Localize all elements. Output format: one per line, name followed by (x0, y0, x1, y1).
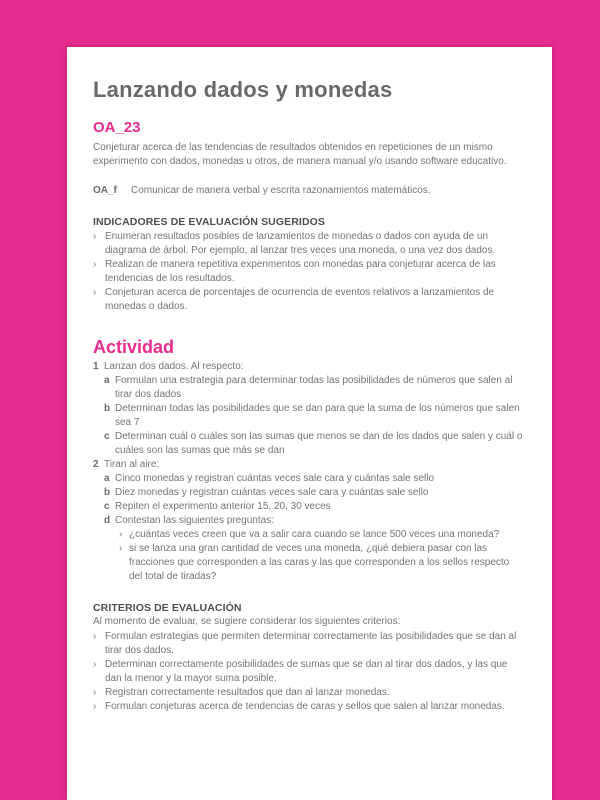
activity-row (93, 430, 523, 458)
activity-item-text: Lanzan dos dados. Al respecto: (104, 361, 244, 372)
bullet-marker: › (119, 543, 123, 554)
activity-row (93, 528, 523, 542)
indicators-heading: INDICADORES DE EVALUACIÓN SUGERIDOS (93, 216, 325, 228)
list-item-text: Determinan correctamente posibilidades de sumas que se dan al tirar dos dados, y las que dan la menor y la mayor suma posible. (105, 659, 508, 684)
oa-f-row (93, 184, 523, 198)
activity-item-text: Cinco monedas y registran cuántas veces sale cara y cuántas sale sello (115, 473, 435, 484)
activity-item-text: Tiran al aire: (104, 459, 160, 470)
list-item (93, 230, 523, 258)
activity-item-text: Contestan las siguientes preguntas: (115, 515, 274, 526)
activity-row (93, 374, 523, 402)
bullet-marker: › (93, 287, 97, 298)
activity-heading: Actividad (93, 337, 175, 357)
activity-item-text: Diez monedas y registran cuántas veces sale cara y cuántas sale sello (115, 487, 429, 498)
activity-row (93, 514, 523, 528)
list-item (93, 658, 523, 686)
list-item (93, 258, 523, 286)
activity-row (93, 500, 523, 514)
list-item (93, 700, 523, 714)
activity-item-text: Formulan una estrategia para determinar todas las posibilidades de números que salen al tirar dos dados (115, 375, 513, 400)
list-item (93, 286, 523, 314)
list-item (93, 630, 523, 658)
activity-item-text: Repiten el experimento anterior 15, 20, 30 veces (115, 501, 331, 512)
activity-subitem-letter: c (104, 501, 110, 512)
activity-row (93, 458, 523, 472)
activity-subitem-letter: b (104, 403, 111, 414)
activity-item-text: Determinan cuál o cuáles son las sumas que menos se dan de los dados que salen y cuál o cuáles son las sumas que más se dan (115, 431, 523, 456)
indicators-list (93, 230, 523, 314)
activity-row (93, 542, 523, 584)
list-item-text: Formulan estrategias que permiten determinar correctamente las posibilidades que se dan al tirar dos dados. (105, 631, 517, 656)
criteria-intro: Al momento de evaluar, se sugiere considerar los siguientes criterios: (93, 616, 401, 627)
activity-row (93, 486, 523, 500)
oa-code-heading: OA_23 (93, 119, 141, 136)
list-item (93, 686, 523, 700)
oa-f-label: OA_f (93, 185, 117, 196)
content-card (67, 47, 552, 800)
activity-item-number: 2 (93, 459, 99, 470)
activity-subitem-letter: b (104, 487, 111, 498)
activity-subitem-letter: c (104, 431, 110, 442)
criteria-list (93, 630, 523, 714)
activity-row (93, 402, 523, 430)
activity-item-number: 1 (93, 361, 99, 372)
bullet-marker: › (119, 529, 123, 540)
activity-subitem-letter: a (104, 473, 110, 484)
criteria-heading: CRITERIOS DE EVALUACIÓN (93, 602, 242, 614)
activity-item-text: Determinan todas las posibilidades que se dan para que la suma de los números que salen sea 7 (115, 403, 520, 428)
activity-subitem-letter: a (104, 375, 110, 386)
activity-row (93, 360, 523, 374)
activity-row (93, 472, 523, 486)
list-item-text: Enumeran resultados posibles de lanzamientos de monedas o dados con ayuda de un diagrama de árbol. Por ejemplo, al lanzar tres veces una moneda, o una vez dos dados. (105, 231, 496, 256)
activity-subitem-letter: d (104, 515, 111, 526)
list-item-text: Conjeturan acerca de porcentajes de ocurrencia de eventos relativos a lanzamientos de monedas o dados. (105, 287, 495, 312)
list-item-text: Realizan de manera repetitiva experimentos con monedas para conjeturar acerca de las tendencias de los resultados. (105, 259, 496, 284)
activity-item-text: si se lanza una gran cantidad de veces una moneda, ¿qué debiera pasar con las fracciones que corresponden a las caras y las que corresponden a los sellos respecto del total de tiradas? (129, 543, 510, 582)
list-item-text: Registran correctamente resultados que dan al lanzar monedas. (105, 687, 390, 698)
bullet-marker: › (93, 687, 97, 698)
bullet-marker: › (93, 659, 97, 670)
oa-f-text: Comunicar de manera verbal y escrita razonamientos matemáticos. (131, 185, 431, 196)
page-title: Lanzando dados y monedas (93, 77, 393, 102)
activity-item-text: ¿cuántas veces creen que va a salir cara cuando se lance 500 veces una moneda? (129, 529, 500, 540)
bullet-marker: › (93, 231, 97, 242)
bullet-marker: › (93, 701, 97, 712)
activity-list (93, 360, 523, 584)
list-item-text: Formulan conjeturas acerca de tendencias de caras y sellos que salen al lanzar monedas. (105, 701, 505, 712)
bullet-marker: › (93, 259, 97, 270)
oa-description: Conjeturar acerca de las tendencias de resultados obtenidos en repeticiones de un mismo experimento con dados, monedas u otros, de manera manual y/o usando software educativo. (93, 142, 507, 167)
bullet-marker: › (93, 631, 97, 642)
